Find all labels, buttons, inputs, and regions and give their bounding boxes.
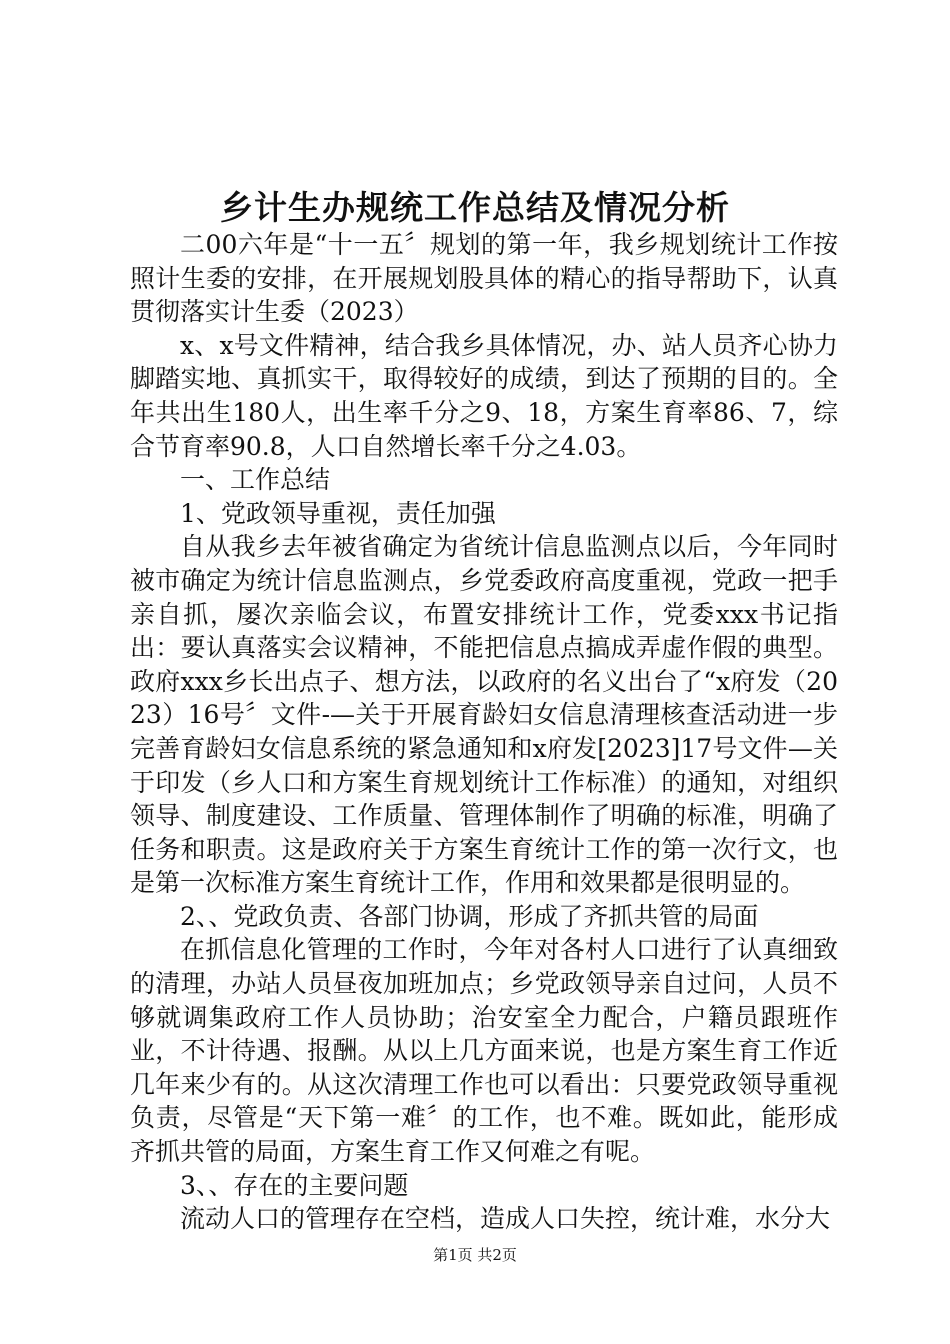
section-heading-summary: 一、工作总结 <box>180 465 331 495</box>
paragraph-intro: 二00六年是“十一五〞规划的第一年，我乡规划统计工作按照计生委的安排，在开展规划股具体的精心的指导帮助下，认真贯彻落实计生委（2023） <box>130 230 838 327</box>
subheading-problems: 3、、存在的主要问题 <box>180 1170 409 1200</box>
paragraph-coordination: 在抓信息化管理的工作时，今年对各村人口进行了认真细致的清理，办站人员昼夜加班加点；乡党政领导亲自过问，人员不够就调集政府工作人员协助；治安室全力配合，户籍员跟班作业，不计待遇、报酬。从以上几方面来说，也是方案生育工作近几年来少有的。从这次清理工作也可以看出：只要党政领导重视负责，尽管是“天下第一难〞的工作，也不难。既如此，能形成齐抓共管的局面，方案生育工作又何难之有呢。 <box>130 935 838 1167</box>
subheading-coordination: 2、、党政负责、各部门协调，形成了齐抓共管的局面 <box>180 901 759 931</box>
paragraph-problems: 流动人口的管理存在空档，造成人口失控，统计难，水分大 <box>180 1204 831 1234</box>
paragraph-results: x、x号文件精神，结合我乡具体情况，办、站人员齐心协力脚踏实地、真抓实干，取得较好的成绩，到达了预期的目的。全年共出生180人，出生率千分之9、18，方案生育率86、7，综合节育率90.8，人口自然增长率千分之4.03。 <box>130 330 838 461</box>
page-number: 第1页 共2页 <box>433 1246 517 1264</box>
document-body <box>130 228 838 1236</box>
document-title: 乡计生办规统工作总结及情况分析 <box>220 188 730 227</box>
subheading-leadership: 1、党政领导重视，责任加强 <box>180 498 496 528</box>
paragraph-leadership: 自从我乡去年被省确定为省统计信息监测点以后，今年同时被市确定为统计信息监测点，乡党委政府高度重视，党政一把手亲自抓，屡次亲临会议，布置安排统计工作，党委xxx书记指出：要认真落实会议精神，不能把信息点搞成弄虚作假的典型。政府xxx乡长出点子、想方法，以政府的名义出台了“x府发（2023）16号〞文件-—关于开展育龄妇女信息清理核查活动进一步完善育龄妇女信息系统的紧急通知和x府发[2023]17号文件—关于印发（乡人口和方案生育规划统计工作标准）的通知，对组织领导、制度建设、工作质量、管理体制作了明确的标准，明确了任务和职责。这是政府关于方案生育统计工作的第一次行文，也是第一次标准方案生育统计工作，作用和效果都是很明显的。 <box>130 532 838 898</box>
